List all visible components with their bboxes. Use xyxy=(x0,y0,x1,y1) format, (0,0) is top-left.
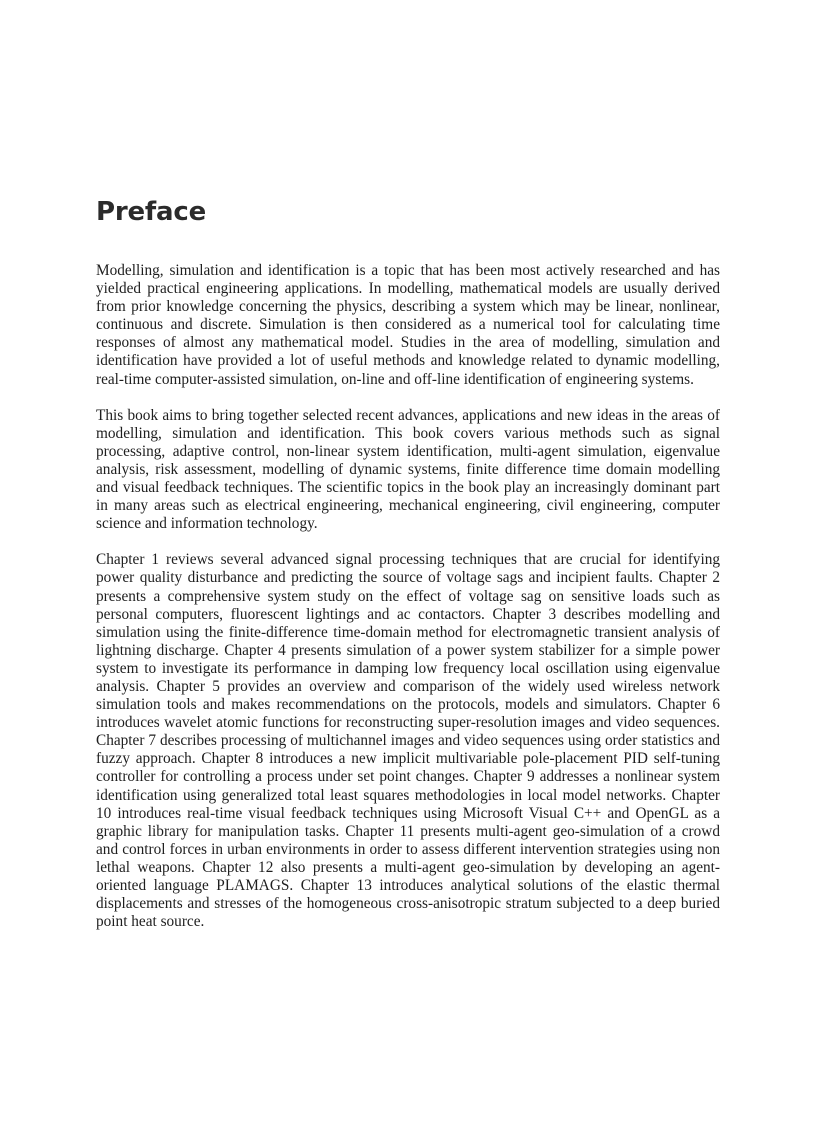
page-title: Preface xyxy=(96,197,207,227)
paragraph-chapters: Chapter 1 reviews several advanced signal processing techniques that are crucial for identifying power quality disturbance and predicting the source of voltage sags and incipient faults. Chapter 2 presents a comprehensive system study on the effect of voltage sag on sensitive loads such as personal computers, fluorescent lightings and ac contactors. Chapter 3 describes modelling and simulation using the finite-difference time-domain method for electromagnetic transient analysis of lightning discharge. Chapter 4 presents simulation of a power system stabilizer for a simple power system to investigate its performance in damping low frequency local oscillation using eigenvalue analysis. Chapter 5 provides an overview and comparison of the widely used wireless network simulation tools and makes recommendations on the protocols, models and simulators. Chapter 6 introduces wavelet atomic functions for reconstructing super-resolution images and video sequences. Chapter 7 describes processing of multichannel images and video sequences using order statistics and fuzzy approach. Chapter 8 introduces a new implicit multivariable pole-placement PID self-tuning controller for controlling a process under set point changes. Chapter 9 addresses a nonlinear system identification using generalized total least squares methodologies in local model networks. Chapter 10 introduces real-time visual feedback techniques using Microsoft Visual C++ and OpenGL as a graphic library for manipulation tasks. Chapter 11 presents multi-agent geo-simulation of a crowd and control forces in urban environments in order to assess different intervention strategies using non lethal weapons. Chapter 12 also presents a multi-agent geo-simulation by developing an agent-oriented language PLAMAGS. Chapter 13 introduces analytical solutions of the elastic thermal displacements and stresses of the homogeneous cross-anisotropic stratum subjected to a deep buried point heat source. xyxy=(96,551,720,931)
paragraph-scope: This book aims to bring together selected recent advances, applications and new ideas in the areas of modelling, simulation and identification. This book covers various methods such as signal processing, adaptive control, non-linear system identification, multi-agent simulation, eigenvalue analysis, risk assessment, modelling of dynamic systems, finite difference time domain modelling and visual feedback techniques. The scientific topics in the book play an increasingly dominant part in many areas such as electrical engineering, mechanical engineering, civil engineering, computer science and information technology. xyxy=(96,406,720,533)
paragraph-intro: Modelling, simulation and identification is a topic that has been most actively researched and has yielded practical engineering applications. In modelling, mathematical models are usually derived from prior knowledge concerning the physics, describing a system which may be linear, nonlinear, continuous and discrete. Simulation is then considered as a numerical tool for calculating time responses of almost any mathematical model. Studies in the area of modelling, simulation and identification have provided a lot of useful methods and knowledge related to dynamic modelling, real-time computer-assisted simulation, on-line and off-line identification of engineering systems. xyxy=(96,262,720,388)
preface-body xyxy=(96,262,720,949)
